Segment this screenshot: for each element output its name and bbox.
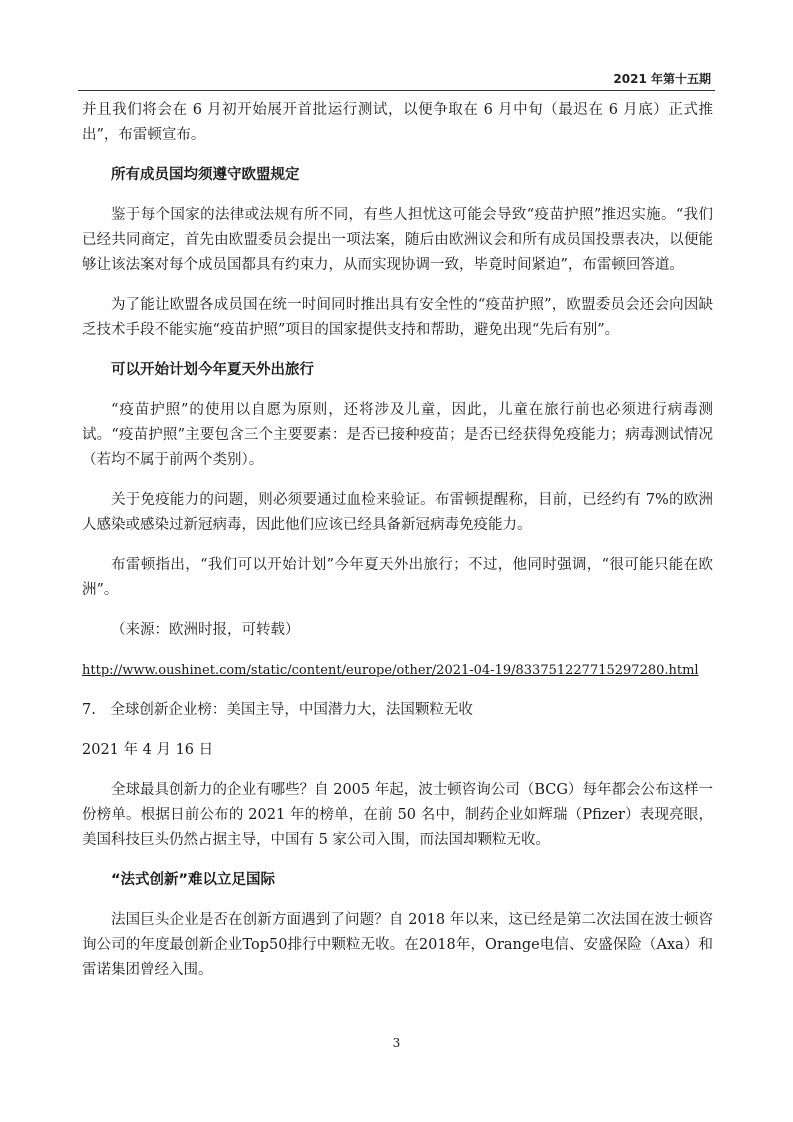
paragraph-1: 并且我们将会在 6 月初开始展开首批运行测试，以便争取在 6 月中旬（最迟在 6 月底）正式推出”，布雷顿宣布。 xyxy=(82,102,713,143)
header-rule xyxy=(78,90,715,91)
heading-french-innovation: “法式创新”难以立足国际 xyxy=(111,872,276,888)
paragraph-7: 全球最具创新力的企业有哪些？自 2005 年起，波士顿咨询公司（BCG）每年都会公布这样一份榜单。根据日前公布的 2021 年的榜单，在前 50 名中，制药企业如辉瑞（Pfizer）表现亮眼，美国科技巨头仍然占据主导，中国有 5 家公司入围，而法国却颗粒无收。 xyxy=(82,782,713,848)
paragraph-6: 布雷顿指出，“我们可以开始计划”今年夏天外出旅行；不过，他同时强调，“很可能只能在欧洲”。 xyxy=(82,557,713,598)
paragraph-3: 为了能让欧盟各成员国在统一时间同时推出具有安全性的“疫苗护照”，欧盟委员会还会向因缺乏技术手段不能实施“疫苗护照”项目的国家提供支持和帮助，避免出现“先后有别”。 xyxy=(82,297,713,338)
paragraph-4: “疫苗护照”的使用以自愿为原则，还将涉及儿童，因此，儿童在旅行前也必须进行病毒测试。“疫苗护照”主要包含三个主要要素：是否已接种疫苗；是否已经获得免疫能力；病毒测试情况（若均不属于前两个类别）。 xyxy=(82,402,713,468)
paragraph-2: 鉴于每个国家的法律或法规有所不同，有些人担忧这可能会导致“疫苗护照”推迟实施。“我们已经共同商定，首先由欧盟委员会提出一项法案，随后由欧洲议会和所有成员国投票表决，以便能够让该法案对每个成员国都具有约束力，从而实现协调一致，毕竟时间紧迫”，布雷顿回答道。 xyxy=(82,207,713,273)
issue-header: 2021 年第十五期 xyxy=(613,72,711,86)
paragraph-8: 法国巨头企业是否在创新方面遇到了问题？自 2018 年以来，这已经是第二次法国在波士顿咨询公司的年度最创新企业Top50排行中颗粒无收。在2018年，Orange电信、安盛保险（Axa）和雷诺集团曾经入围。 xyxy=(82,912,713,978)
page-number: 3 xyxy=(392,1036,401,1050)
heading-summer-travel: 可以开始计划今年夏天外出旅行 xyxy=(111,362,314,378)
source-note: （来源：欧洲时报，可转载） xyxy=(111,622,300,638)
source-link[interactable]: http://www.oushinet.com/static/content/europe/other/2021-04-19/833751227715297280.html xyxy=(82,663,699,678)
article-date: 2021 年 4 月 16 日 xyxy=(82,742,214,758)
section-title: 7. 全球创新企业榜：美国主导，中国潜力大，法国颗粒无收 xyxy=(82,702,473,718)
heading-member-states: 所有成员国均须遵守欧盟规定 xyxy=(111,167,300,183)
article-body xyxy=(82,98,713,998)
paragraph-5: 关于免疫能力的问题，则必须要通过血检来验证。布雷顿提醒称，目前，已经约有 7%的欧洲人感染或感染过新冠病毒，因此他们应该已经具备新冠病毒免疫能力。 xyxy=(82,492,713,533)
